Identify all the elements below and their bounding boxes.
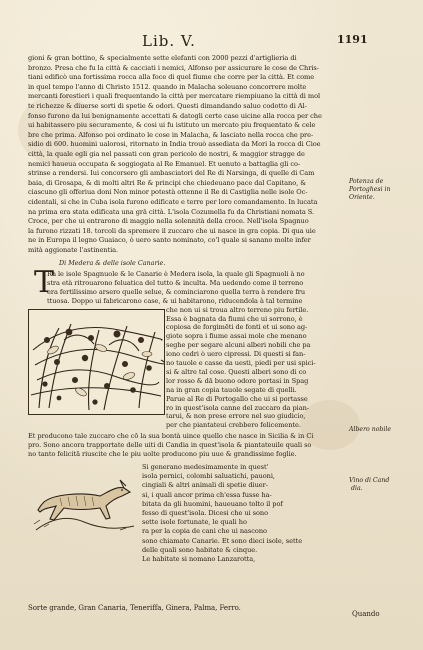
text-line: nemici haueua occupata & soggiogata al Re Emanuel. Et uenuto a battaglia gli co- <box>28 159 301 168</box>
running-title: Lib. V. <box>142 32 196 50</box>
text-line: Essa è bagnata da fiumi che ui sorrono, è <box>166 314 303 323</box>
section-heading: Di Medera & delle isole Canarie. <box>59 259 166 267</box>
islands-list-line: Sorte grande, Gran Canaria, Teneriffa, Ginera, Palma, Ferro. <box>28 604 241 612</box>
text-line: delle quali sono habitate & cinque. <box>142 545 258 554</box>
text-line: era fertilissimo arsero quelle selue, & cominciarono quella terra à rendere fru <box>47 287 306 296</box>
text-line: Parue al Re di Portogallo che ui si portasse <box>166 394 308 403</box>
text-line: stra età ritrouarono feluatica del tutto & inculta. Ma uedendo come il terreno <box>47 278 304 287</box>
text-line: si, i quali ancor prima ch'essa fusse ha- <box>142 490 272 499</box>
margin-note: dia. <box>351 485 363 492</box>
text-line: ro in quest'isola canne del zuccaro da pian- <box>166 403 309 412</box>
text-line: na in gran copia tauole segate di quelli. <box>166 385 297 394</box>
text-line: sono chiamate Canarie. Et sono dieci isole, sette <box>142 536 303 545</box>
text-line: Croce, per che ui entrarono di maggio nella solennità della croce. Nell'isola Spagnuo <box>28 217 309 226</box>
text-line: strinse a rendersi. Iui concorsero gli ambasciatori del Re di Narsinga, di quelle di Cam <box>28 169 315 178</box>
text-line: baia, di Grosapa, & di molti altri Re & principi che chiedeuano pace dal Capitano, & <box>28 178 307 187</box>
catchword: Quando <box>352 610 380 618</box>
text-line: na prima era stata edificata una grā città. L'isola Cozumella fu da Christiani nomata S. <box>28 207 315 216</box>
text-line: ciascuno gli offeriua doni Non minor potestà ottenne il Re di Castiglia nelle isole Oc- <box>28 188 308 197</box>
text-line: mità aggionate l'astinentia. <box>28 246 119 254</box>
text-line: isola pernici, colombi saluatichi, pauoni, <box>142 472 275 481</box>
text-line: iono cedri ò uero cipressi. Di questi si fan- <box>166 350 306 359</box>
text-line: Le habitate si nomano Lanzarotta, <box>142 555 256 563</box>
text-line: bitata da gli huomini, haueuano tolto il pof <box>142 499 283 508</box>
text-line: giote sopra i fiume assai mole che menano <box>166 332 307 341</box>
text-line: cingiali & altri animali di spetie diuer- <box>142 481 268 490</box>
text-line: in quel tempo l'anno di Christo 1512. quando in Malacha soleuano concorrere molte <box>28 82 307 91</box>
text-line: Et producono tale zuccaro che cō la sua bontà uince quello che nasce in Sicilia & in Ci <box>28 432 314 440</box>
text-line: che non ui si troua altro terreno piu fertile. <box>166 305 309 314</box>
page-number: 1191 <box>337 33 368 46</box>
margin-note: Albero nobile <box>349 426 392 433</box>
drop-cap: T <box>34 265 55 300</box>
text-line: te richezze & diuerse sorti di spetie & odori. Questi dimandando saluo codotto di Al- <box>28 102 307 110</box>
dog-woodcut-illustration <box>30 472 138 534</box>
text-line: tiani edificò una fortissima rocca alla foce di quel fiume che corre per la città. Et come <box>28 73 315 82</box>
margin-note: Potenza de <box>349 178 384 185</box>
text-line: Ra le isole Spagnuole & le Canarie è Medera isola, la quale gli Spagnuoli à no <box>47 270 305 278</box>
text-line: ttuosa. Doppo ui fabricarono case, & ui habitarono, riducendola à tal termine <box>47 296 303 305</box>
text-line: ne in Europa il legno Guaiaco, ò uero santo nominato, co'l quale si sanano molte infer <box>28 236 311 245</box>
text-line: cidentali, si che in Cuba isola furono edificate e terre per loro comandamento. In lucata <box>28 198 318 206</box>
text-line: si & altre tal cose. Questi alberi sono di co <box>166 367 307 376</box>
text-line: seghe per segare alcuni alberi nobili che pa <box>166 341 311 350</box>
text-line: bre che prima. Alfonso poi ordinato le cose in Malacha, & lasciato nella rocca che pre- <box>28 130 314 139</box>
text-line: sidio di 600. huomini ualorosi, ritornato in India trouò assediata da Mori la rocca di Cioe <box>28 140 321 149</box>
text-line: fonso furono da lui benignamente accettati & datogli certe case uicine alla rocca per che <box>28 111 322 120</box>
margin-note: Portoghesi in <box>349 186 391 193</box>
text-line: per che piantateui crebbero felicemente. <box>166 421 301 430</box>
margin-note: Vino di Cand <box>349 477 390 484</box>
text-line: fesso di quest'isola. Dicesi che ui sono <box>142 509 269 517</box>
text-line: ui habitassero piu securamente, & cosi ui fu istituto un mercato piu frequentato & cele <box>28 121 316 130</box>
text-line: pro. Sono ancora trapportate delle uiti di Candia in quest'isola & piantateuile quali so <box>28 441 312 450</box>
text-line: copiosa de forgimēti de fonti et ui sono ag- <box>166 323 308 332</box>
text-line: no tanto felicitā riuscite che le piu uolte producono piu uue & grandissime foglie. <box>28 450 297 459</box>
text-line: ra per la copia de cani che ui nascono <box>142 527 267 536</box>
tree-woodcut-illustration <box>28 309 165 415</box>
margin-note: Oriente. <box>349 194 375 201</box>
text-line: tarui, & non prese errore nel suo giudicio, <box>166 412 306 421</box>
text-line: gioni & gran bottino, & specialmente sette elefanti con 2000 pezzi d'artiglieria di <box>28 54 297 62</box>
text-line: no tauole e casse da uesti, piedi per usi spici- <box>166 359 316 367</box>
text-line: città, la quale egli gia nel passati con gran pericolo de nostri, & maggior stragge de <box>28 150 305 158</box>
text-line: la furono rizzati 18. torcoli da spremere il zuccaro che ui nasce in gra copia. Di qua uie <box>28 226 316 235</box>
text-line: bronzo. Presa che fu la città & cacciati i nemici, Alfonso per assicurare le cose de Chris- <box>28 63 319 72</box>
text-line: sette isole fortunate, le quali ho <box>142 518 247 527</box>
text-line: mercanti forestieri i quali frequentando la città per mercatare riempiuano la città di mol <box>28 92 321 101</box>
text-line: Si generano medesimamente in quest' <box>142 463 269 471</box>
text-line: lor rosso & dā buono odore portasi in Spag <box>166 376 309 385</box>
